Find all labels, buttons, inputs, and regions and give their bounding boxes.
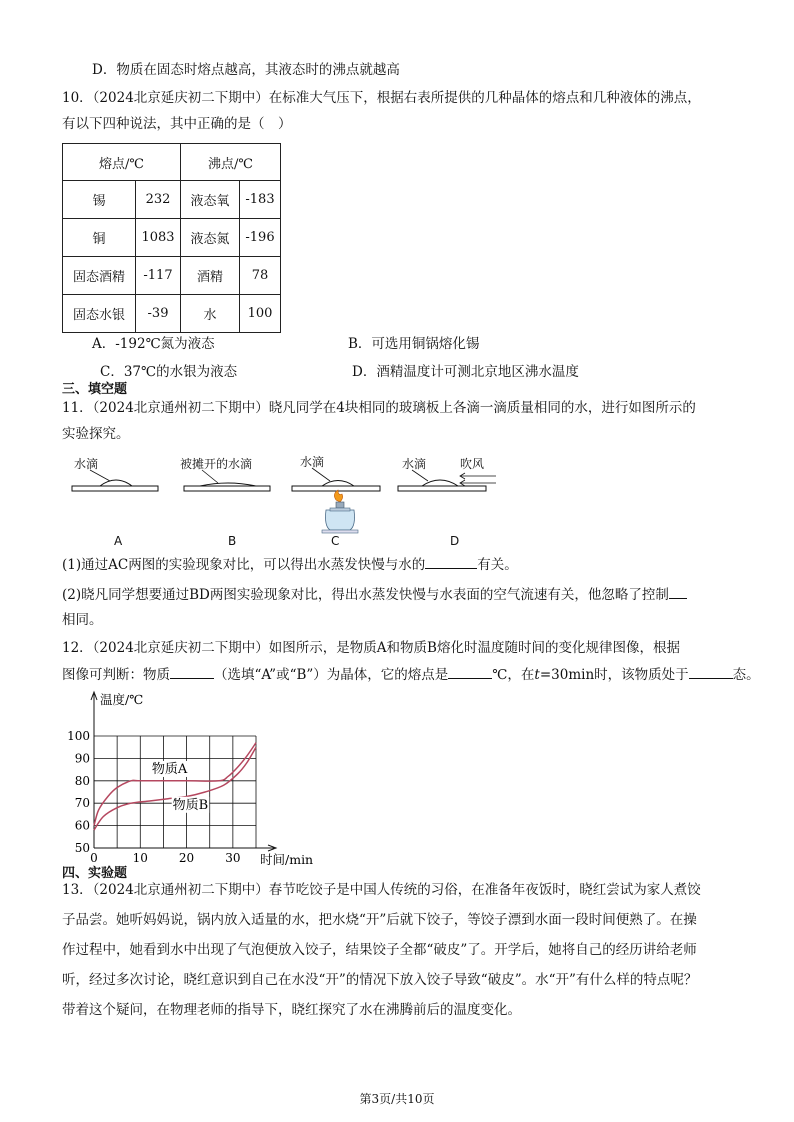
answer-blank[interactable]: [689, 664, 733, 679]
q10-option-a: A．-192℃氮为液态: [92, 336, 215, 352]
q11-stem-line1: 11．（2024北京通州初二下期中）晓凡同学在4块相同的玻璃板上各滴一滴质量相同的水，进行如图所示的: [62, 400, 696, 416]
answer-blank[interactable]: [669, 584, 687, 599]
plate-b: [184, 470, 270, 491]
x-tick-label: 0: [90, 851, 98, 865]
table-cell: -196: [240, 219, 281, 257]
q9-option-d: D．物质在固态时熔点越高，其液态时的沸点就越高: [92, 62, 400, 78]
table-cell: 78: [240, 257, 281, 295]
table-row: [63, 181, 281, 219]
q10-option-d: D．酒精温度计可测北京地区沸水温度: [352, 364, 579, 380]
q13-line5: 带着这个疑问，在物理老师的指导下，晓红探究了水在沸腾前后的温度变化。: [62, 1002, 521, 1018]
q11-part1-post: 有关。: [477, 557, 518, 573]
x-tick-label: 30: [225, 851, 241, 865]
q10-option-b: B．可选用铜锅熔化锡: [348, 336, 480, 352]
x-tick-label: 10: [132, 851, 148, 865]
table-cell: -183: [240, 181, 281, 219]
table-cell: 232: [136, 181, 181, 219]
q11-part1-pre: (1)通过AC两图的实验现象对比，可以得出水蒸发快慢与水的: [62, 557, 426, 573]
answer-blank[interactable]: [170, 664, 214, 679]
section-title-experiment: 四、实验题: [62, 866, 128, 881]
fig-a-drop-label: 水滴: [74, 457, 99, 471]
y-tick-label: 70: [74, 796, 90, 811]
table-cell: 固态酒精: [63, 257, 136, 295]
wind-arrows-icon: [460, 473, 496, 486]
q12-text: ℃，在: [492, 667, 535, 683]
fig-c-letter: C: [331, 534, 340, 548]
x-tick-label: 20: [178, 851, 195, 865]
table-cell: -39: [136, 295, 181, 333]
table-cell: 锡: [63, 181, 136, 219]
q12-time-symbol: t: [534, 667, 540, 683]
table-cell: 铜: [63, 219, 136, 257]
q11-part2-line2: 相同。: [62, 612, 103, 628]
table-cell: 100: [240, 295, 281, 333]
evaporation-diagram: [60, 448, 500, 542]
section-title-fill-blank: 三、填空题: [62, 382, 128, 397]
table-header-row: [63, 144, 281, 181]
table-cell: 水: [181, 295, 240, 333]
fig-c-drop-label: 水滴: [300, 455, 325, 469]
table-row: [63, 295, 281, 333]
q11-stem-line2: 实验探究。: [62, 426, 130, 442]
q11-part2-text: (2)晓凡同学想要通过BD两图实验现象对比，得出水蒸发快慢与水表面的空气流速有关，他忽略了控制: [62, 587, 669, 603]
header-melting-point: 熔点/℃: [63, 144, 181, 181]
y-tick-label: 80: [74, 773, 90, 788]
fig-a-letter: A: [114, 534, 123, 548]
melting-boiling-table: [62, 143, 281, 333]
series-line: [94, 743, 256, 826]
series-line: [94, 747, 256, 830]
y-tick-label: 100: [67, 729, 90, 743]
table-cell: 酒精: [181, 257, 240, 295]
q12-text: 态。: [732, 667, 760, 683]
header-boiling-point: 沸点/℃: [181, 144, 281, 181]
answer-blank[interactable]: [448, 664, 492, 679]
table-cell: 液态氮: [181, 219, 240, 257]
q13-line4: 听，经过多次讨论，晓红意识到自己在水没“开”的情况下放入饺子导致“破皮”。水“开”有什么样的特点呢？: [62, 972, 698, 988]
answer-blank[interactable]: [425, 554, 477, 569]
q11-part2-line1: [62, 584, 687, 605]
fig-b-drop-label: 被摊开的水滴: [180, 457, 253, 471]
q10-option-c: C．37℃的水银为液态: [100, 364, 238, 380]
alcohol-lamp-icon: [322, 490, 358, 533]
fig-d-letter: D: [450, 534, 460, 548]
fig-d-drop-label: 水滴: [402, 457, 427, 471]
plate-c: [292, 468, 380, 491]
table-row: [63, 219, 281, 257]
series-label-b: 物质B: [172, 797, 209, 813]
x-axis-title: 时间/min: [260, 852, 314, 866]
q10-stem-line2: 有以下四种说法，其中正确的是（ ）: [62, 116, 292, 132]
q13-line2: 子品尝。她听妈妈说，锅内放入适量的水，把水烧“开”后就下饺子，等饺子漂到水面一段时间便熟了。在操: [62, 912, 697, 928]
plate-d: [398, 470, 496, 491]
q12-text: 图像可判断：物质: [62, 667, 170, 683]
table-cell: -117: [136, 257, 181, 295]
y-tick-label: 90: [74, 751, 90, 766]
plate-a: [72, 470, 158, 491]
q13-line3: 作过程中，她看到水中出现了气泡便放入饺子，结果饺子全都“破皮”了。开学后，她将自己的经历讲给老师: [62, 942, 697, 958]
table-cell: 液态氧: [181, 181, 240, 219]
melting-curve-chart: [60, 686, 330, 866]
q12-stem-line1: 12．（2024北京延庆初二下期中）如图所示，是物质A和物质B熔化时温度随时间的变化规律图像，根据: [62, 640, 680, 656]
q12-stem-line2: [62, 664, 760, 685]
table-cell: 1083: [136, 219, 181, 257]
q11-part1: [62, 554, 518, 575]
fig-d-wind-label: 吹风: [460, 457, 485, 471]
q10-stem-line1: 10．（2024北京延庆初二下期中）在标准大气压下，根据右表所提供的几种晶体的熔点和几种液体的沸点，: [62, 90, 701, 106]
page-footer: 第3页/共10页: [359, 1092, 435, 1106]
y-tick-label: 50: [74, 841, 90, 855]
series-label-a: 物质A: [151, 761, 188, 777]
y-tick-label: 60: [74, 818, 90, 833]
table-cell: 固态水银: [63, 295, 136, 333]
q13-line1: 13．（2024北京通州初二下期中）春节吃饺子是中国人传统的习俗，在准备年夜饭时，晓红尝试为家人煮饺: [62, 882, 701, 898]
y-axis-title: 温度/℃: [100, 692, 144, 707]
table-row: [63, 257, 281, 295]
fig-b-letter: B: [228, 534, 237, 548]
q12-text: （选填“A”或“B”）为晶体，它的熔点是: [214, 667, 449, 683]
q12-text: =30min时，该物质处于: [539, 667, 689, 683]
